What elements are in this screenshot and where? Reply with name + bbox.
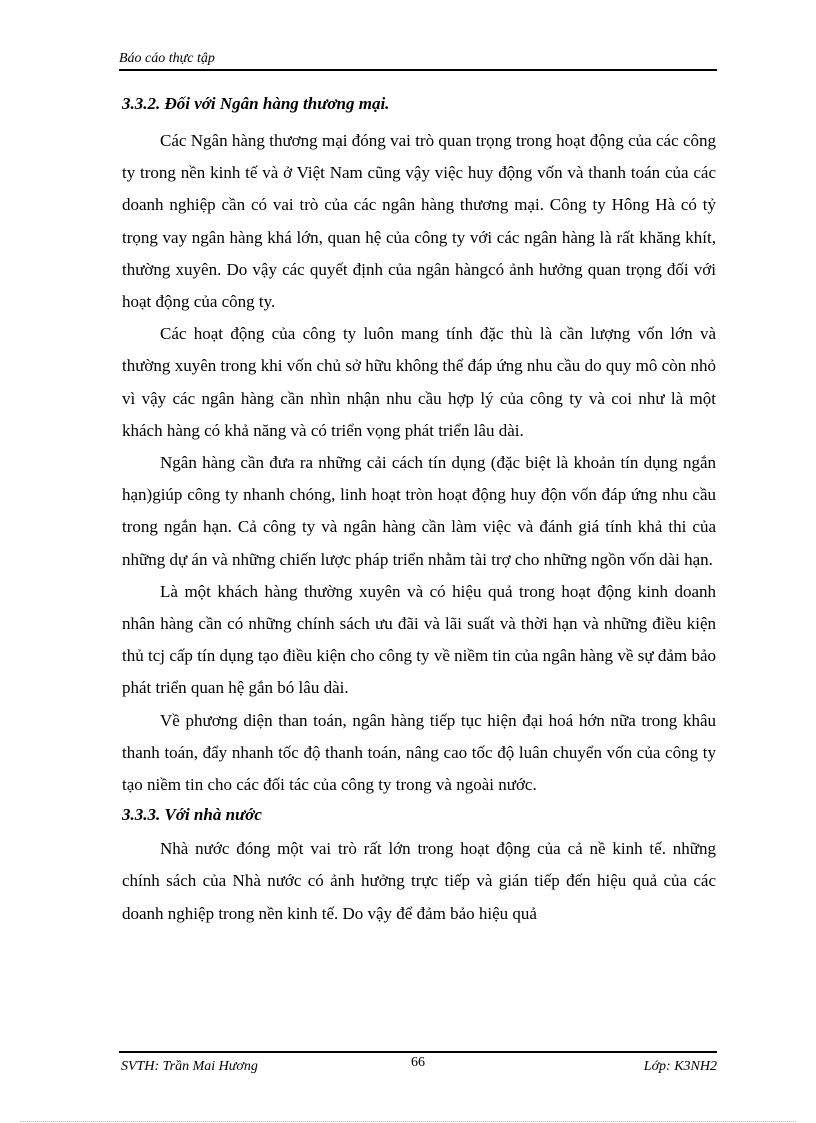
section-heading-3-3-2: 3.3.2. Đối với Ngân hàng thương mại. xyxy=(122,94,390,113)
document-body xyxy=(122,92,716,930)
footer-author: SVTH: Trần Mai Hương xyxy=(121,1059,258,1074)
paragraph: Là một khách hàng thường xuyên và có hiệu quả trong hoạt động kinh doanh nhân hàng cần có những chính sách ưu đãi và lãi suất và thời hạn và những điều kiện thủ tcj cấp tín dụng tạo điều kiện cho công ty về niềm tin của ngân hàng về sự đảm bảo phát triển quan hệ gắn bó lâu dài. xyxy=(122,581,716,698)
page-bottom-border xyxy=(20,1121,796,1122)
page-number: 66 xyxy=(411,1055,425,1070)
section-heading-3-3-3: 3.3.3. Với nhà nước xyxy=(122,805,262,825)
footer-rule xyxy=(119,1051,717,1053)
paragraph: Nhà nước đóng một vai trò rất lớn trong hoạt động của cả nề kinh tế. những chính sách của Nhà nước có ảnh hưởng trực tiếp và gián tiếp đến hiệu quả của các doanh nghiệp trong nền kinh tế. Do vậy để đảm bảo hiệu quả xyxy=(122,839,716,923)
paragraph: Về phương diện than toán, ngân hàng tiếp tục hiện đại hoá hớn nữa trong khâu thanh toán, đẩy nhanh tốc độ thanh toán, nâng cao tốc độ luân chuyển vốn của công ty tạo niềm tin cho các đối tác của công ty trong và ngoài nước. xyxy=(122,710,716,795)
paragraph: Các hoạt động của công ty luôn mang tính đặc thù là cần lượng vốn lớn và thường xuyên trong khi vốn chủ sở hữu không thể đáp ứng nhu cầu do quy mô còn nhỏ vì vậy các ngân hàng cần nhìn nhận nhu cầu hợp lý của công ty và coi như là một khách hàng có khả năng và có triển vọng phát triển lâu dài. xyxy=(122,324,716,440)
footer-class: Lớp: K3NH2 xyxy=(643,1059,717,1074)
paragraph: Ngân hàng cần đưa ra những cải cách tín dụng (đặc biệt là khoản tín dụng ngắn hạn)giúp công ty nhanh chóng, linh hoạt tròn hoạt động huy độn vốn đáp ứng nhu cầu trong ngắn hạn. Cả công ty và ngân hàng cần làm việc và đánh giá tính khả thi của những dự án và những chiến lược pháp triển nhằm tài trợ cho những ngồn vốn dài hạn. xyxy=(122,453,716,569)
paragraph: Các Ngân hàng thương mại đóng vai trò quan trọng trong hoạt động của các công ty trong nền kinh tế và ở Việt Nam cũng vậy việc huy động vốn và thanh toán của các doanh nghiệp cần có vai trò của các ngân hàng thương mại. Công ty Hông Hà có tỷ trọng vay ngân hàng khá lớn, quan hệ của công ty với các ngân hàng là rất khăng khít, thường xuyên. Do vậy các quyết định của ngân hàngcó ảnh hưởng quan trọng đối với hoạt động của công ty. xyxy=(122,131,716,312)
page-header: Báo cáo thực tập xyxy=(119,50,717,71)
